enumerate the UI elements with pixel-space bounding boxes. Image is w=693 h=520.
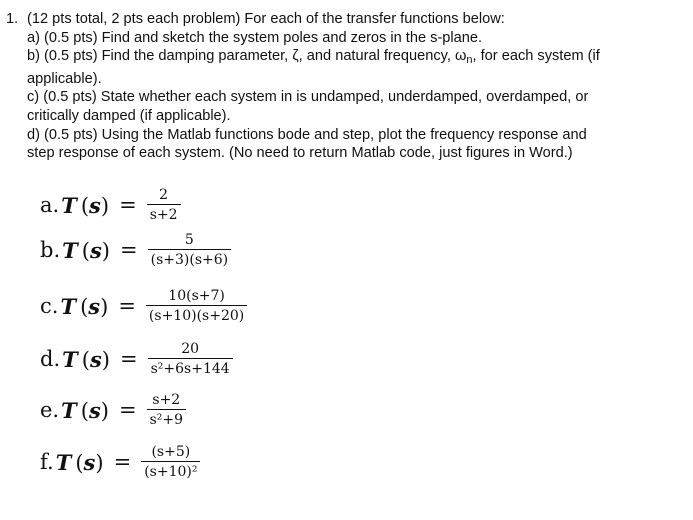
function-name: T — [61, 397, 77, 423]
equation-label: a. — [40, 193, 60, 217]
fraction — [141, 444, 200, 480]
equation-label: b. — [40, 238, 61, 262]
denominator: s²+9 — [147, 409, 186, 428]
equation-f — [40, 437, 200, 487]
numerator: 20 — [181, 341, 200, 357]
equation-label: c. — [40, 294, 59, 318]
denominator: (s+3)(s+6) — [148, 249, 232, 268]
part-a: a) (0.5 pts) Find and sketch the system poles and zeros in the s-plane. — [27, 29, 483, 46]
fraction — [148, 232, 232, 268]
part-c-cont: critically damped (if applicable). — [27, 107, 231, 124]
function-arg: (s) — [81, 237, 110, 263]
denominator: s+2 — [147, 204, 181, 223]
function-name: T — [62, 346, 78, 372]
equation-label: d. — [40, 347, 61, 371]
equation-label: f. — [40, 450, 54, 474]
equation-d — [40, 334, 233, 384]
problem-intro: (12 pts total, 2 pts each problem) For each of the transfer functions below: — [27, 11, 505, 27]
denominator: (s+10)² — [141, 461, 200, 480]
part-b-text: b) (0.5 pts) Find the damping parameter, ζ, and natural frequency, ω — [27, 48, 467, 65]
function-arg: (s) — [81, 346, 110, 372]
equals-sign: = — [120, 238, 138, 262]
equals-sign: = — [113, 450, 132, 474]
equation-a — [40, 180, 181, 230]
function-name: T — [60, 293, 77, 319]
function-name: T — [62, 237, 78, 263]
function-arg: (s) — [80, 397, 109, 423]
part-b-cont: applicable). — [27, 70, 102, 87]
numerator: s+2 — [152, 392, 181, 408]
fraction — [146, 288, 247, 324]
part-b-text-2: , for each system (if — [472, 48, 600, 65]
function-arg: (s) — [80, 192, 110, 218]
numerator: 5 — [184, 232, 194, 248]
denominator: (s+10)(s+20) — [146, 305, 247, 324]
function-name: T — [61, 192, 77, 218]
equals-sign: = — [118, 294, 136, 318]
numerator: 10(s+7) — [168, 288, 225, 304]
fraction — [147, 187, 181, 223]
problem-number: 1. — [6, 11, 19, 27]
equation-label: e. — [40, 398, 60, 422]
denominator: s²+6s+144 — [148, 358, 233, 377]
numerator: 2 — [159, 187, 169, 203]
function-arg: (s) — [75, 449, 104, 475]
fraction — [148, 341, 233, 377]
function-name: T — [55, 449, 72, 475]
equation-e — [40, 385, 186, 435]
numerator: (s+5) — [151, 444, 191, 460]
part-d-cont: step response of each system. (No need to return Matlab code, just figures in Word.) — [27, 145, 573, 162]
function-arg: (s) — [80, 293, 109, 319]
equals-sign: = — [118, 398, 137, 422]
part-b-subscript: n — [466, 54, 473, 67]
equation-c — [40, 281, 247, 331]
equation-b — [40, 225, 231, 275]
part-c: c) (0.5 pts) State whether each system in is undamped, underdamped, overdamped, or — [27, 89, 589, 106]
fraction — [147, 392, 186, 428]
equals-sign: = — [120, 347, 138, 371]
equals-sign: = — [119, 193, 137, 217]
part-d: d) (0.5 pts) Using the Matlab functions bode and step, plot the frequency response and — [27, 126, 587, 143]
